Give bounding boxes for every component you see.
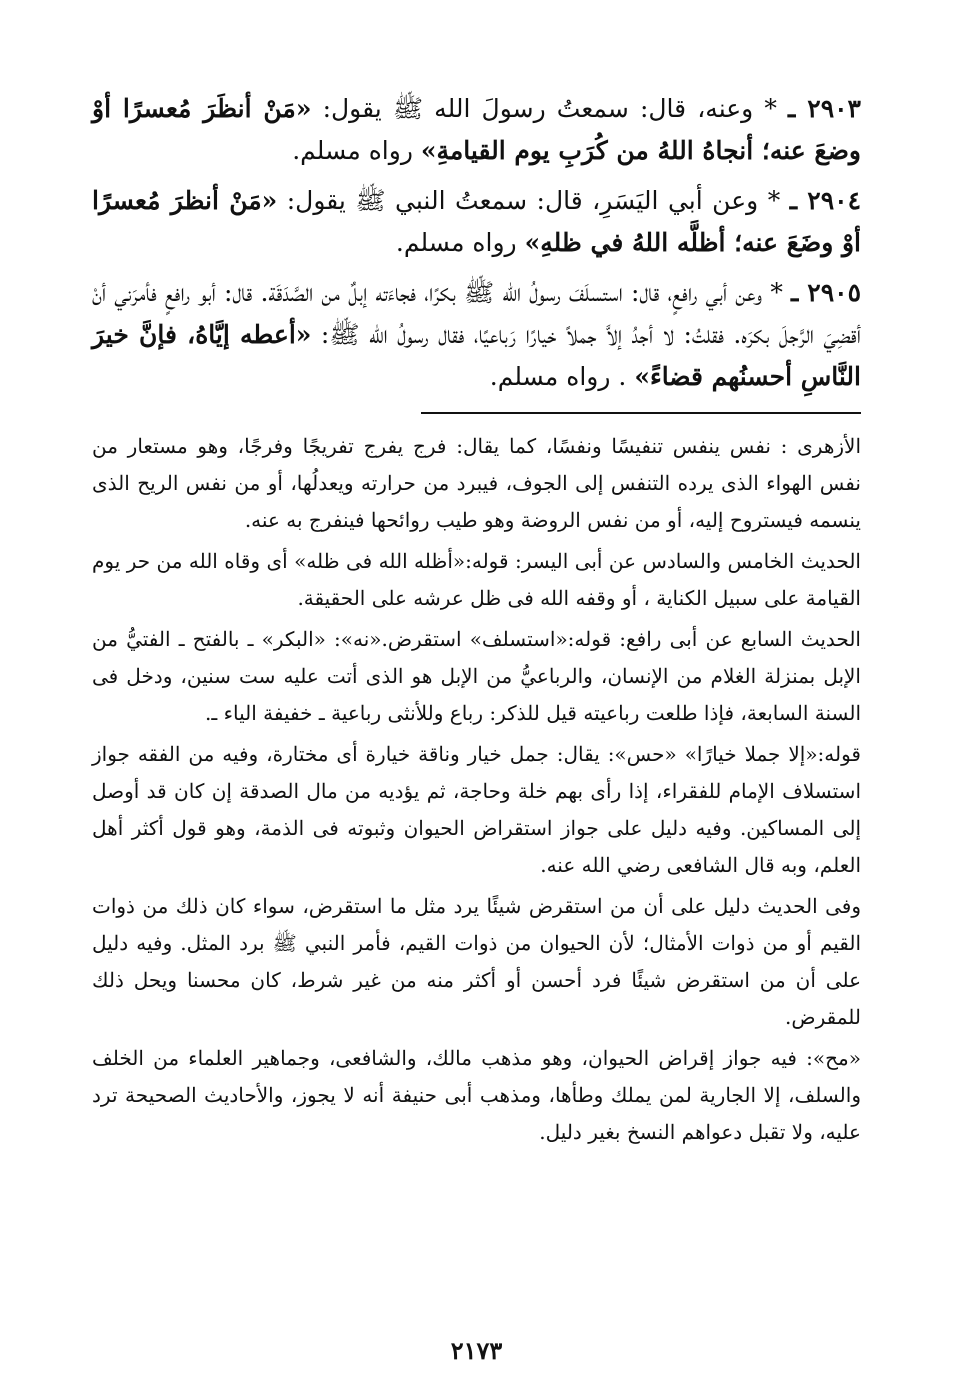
- hadith-2903: [92, 88, 861, 172]
- footnote-divider: [421, 412, 861, 414]
- hadith-reference: رواه مسلم.: [292, 136, 413, 165]
- commentary-paragraph: وفى الحديث دليل على أن من استقرض شيئًا يرد مثل ما استقرض، سواء كان ذلك من ذوات القيم أو من ذوات الأمثال؛ لأن الحيوان من ذوات القيم، فأمر النبي ﷺ برد المثل. وفيه دليل على أن من استقرض شيئًا فرد أحسن أو أكثر منه من غير شرط، كان محسنا ويحل ذلك للمقرض.: [92, 894, 861, 1029]
- commentary-paragraph: الأزهرى : نفس ينفس تنفيسًا ونفسًا، كما يقال: فرج يفرج تفريجًا وفرجًا، وهو مستعار من نفس الهواء الذى يرده التنفس إلى الجوف، فيبرد من حرارته ويعدلُها، أو من نفس الريح الذى ينسمه فيستروح إليه، أو من نفس الروضة وهو طيب روائحها فينفرج به عنه.: [92, 434, 861, 532]
- commentary-paragraph: قوله:«إلا جملا خيارًا» «حس»: يقال: جمل خيار وناقة خيارة أى مختارة، وفيه من الفقه جواز استسلاف الإمام للفقراء، إذا رأى بهم خلة وحاجة، ثم يؤديه من مال الصدقة إن كان قد أوصل إلى المساكين. وفيه دليل على جواز استقراض الحيوان وثبوته فى الذمة، وهو قول أكثر أهل العلم، وبه قال الشافعى رضي الله عنه.: [92, 742, 861, 877]
- commentary-section: [92, 428, 861, 1151]
- hadith-chain: * وعنه، قال: سمعتُ رسولَ الله ﷺ يقول:: [322, 94, 777, 123]
- hadith-number: ٢٩٠٣ ـ: [788, 94, 861, 123]
- hadith-2905: [92, 272, 861, 398]
- hadith-section: [92, 88, 861, 398]
- commentary-paragraph: «مح»: فيه جواز إقراض الحيوان، وهو مذهب مالك، والشافعى، وجماهير العلماء من الخلف والسلف، إلا الجارية لمن يملك وطأها، ومذهب أبى حنيفة أنه لا يجوز، والأحاديث الصحيحة ترد عليه، ولا تقبل دعواهم النسخ بغير دليل.: [92, 1046, 861, 1144]
- hadith-number: ٢٩٠٥ ـ: [791, 278, 861, 307]
- hadith-reference: رواه مسلم.: [395, 228, 517, 257]
- hadith-2904: [92, 180, 861, 264]
- hadith-chain: * وعن أبي اليَسَرِ، قال: سمعتُ النبي ﷺ يقول:: [286, 186, 781, 215]
- commentary-paragraph: الحديث السابع عن أبى رافع: قوله:«استسلف» استقرض.«نه»: «البكر» ـ بالفتح ـ الفتيُّ من الإبل بمنزلة الغلام من الإنسان، والرباعيُّ من الإبل هو الذى أتت عليه ست سنين، ودخل فى السنة السابعة، فإذا طلعت رباعيته قيل للذكر: رباع وللأنثى رباعية ـ خفيفة الياء ـ.: [92, 627, 861, 725]
- hadith-text: «مَنْ أنظَرَ مُعسرًا أوْ وضعَ عنه؛ أنجاهُ اللهُ من كُرَبِ يوم القيامةِ»: [92, 94, 861, 165]
- hadith-text: «مَنْ أنظرَ مُعسرًا أوْ وضَعَ عنه؛ أظلَّه اللهُ في ظلهِ»: [92, 186, 861, 257]
- hadith-chain: * وعن أبي رافعٍ، قال: استسلَفَ رسولُ الله ﷺ بكرًا، فجاءَته إبلٌ من الصَّدَقَة. قال: أبو رافعٍ فأمرَني أنْ أقضِيَ الرَّجلَ بكرَه. فقلتُ: لا أجدُ إلاَّ جملاً خيارًا رَباعيًا، فقال رسولُ الله ﷺ:: [92, 278, 861, 349]
- hadith-text: «أعطه إيَّاهُ، فإنَّ خيرَ النَّاسِ أحسنُهم قضاءً»: [92, 320, 861, 391]
- hadith-reference: . رواه مسلم.: [489, 362, 627, 391]
- page-number: ٢١٧٣: [450, 1336, 503, 1365]
- hadith-number: ٢٩٠٤ ـ: [789, 186, 861, 215]
- commentary-paragraph: الحديث الخامس والسادس عن أبى اليسر: قوله:«أظله الله فى ظله» أى وقاه الله من حر يوم القيامة على سبيل الكناية ، أو وقفه الله فى ظل عرشه على الحقيقة.: [92, 549, 861, 610]
